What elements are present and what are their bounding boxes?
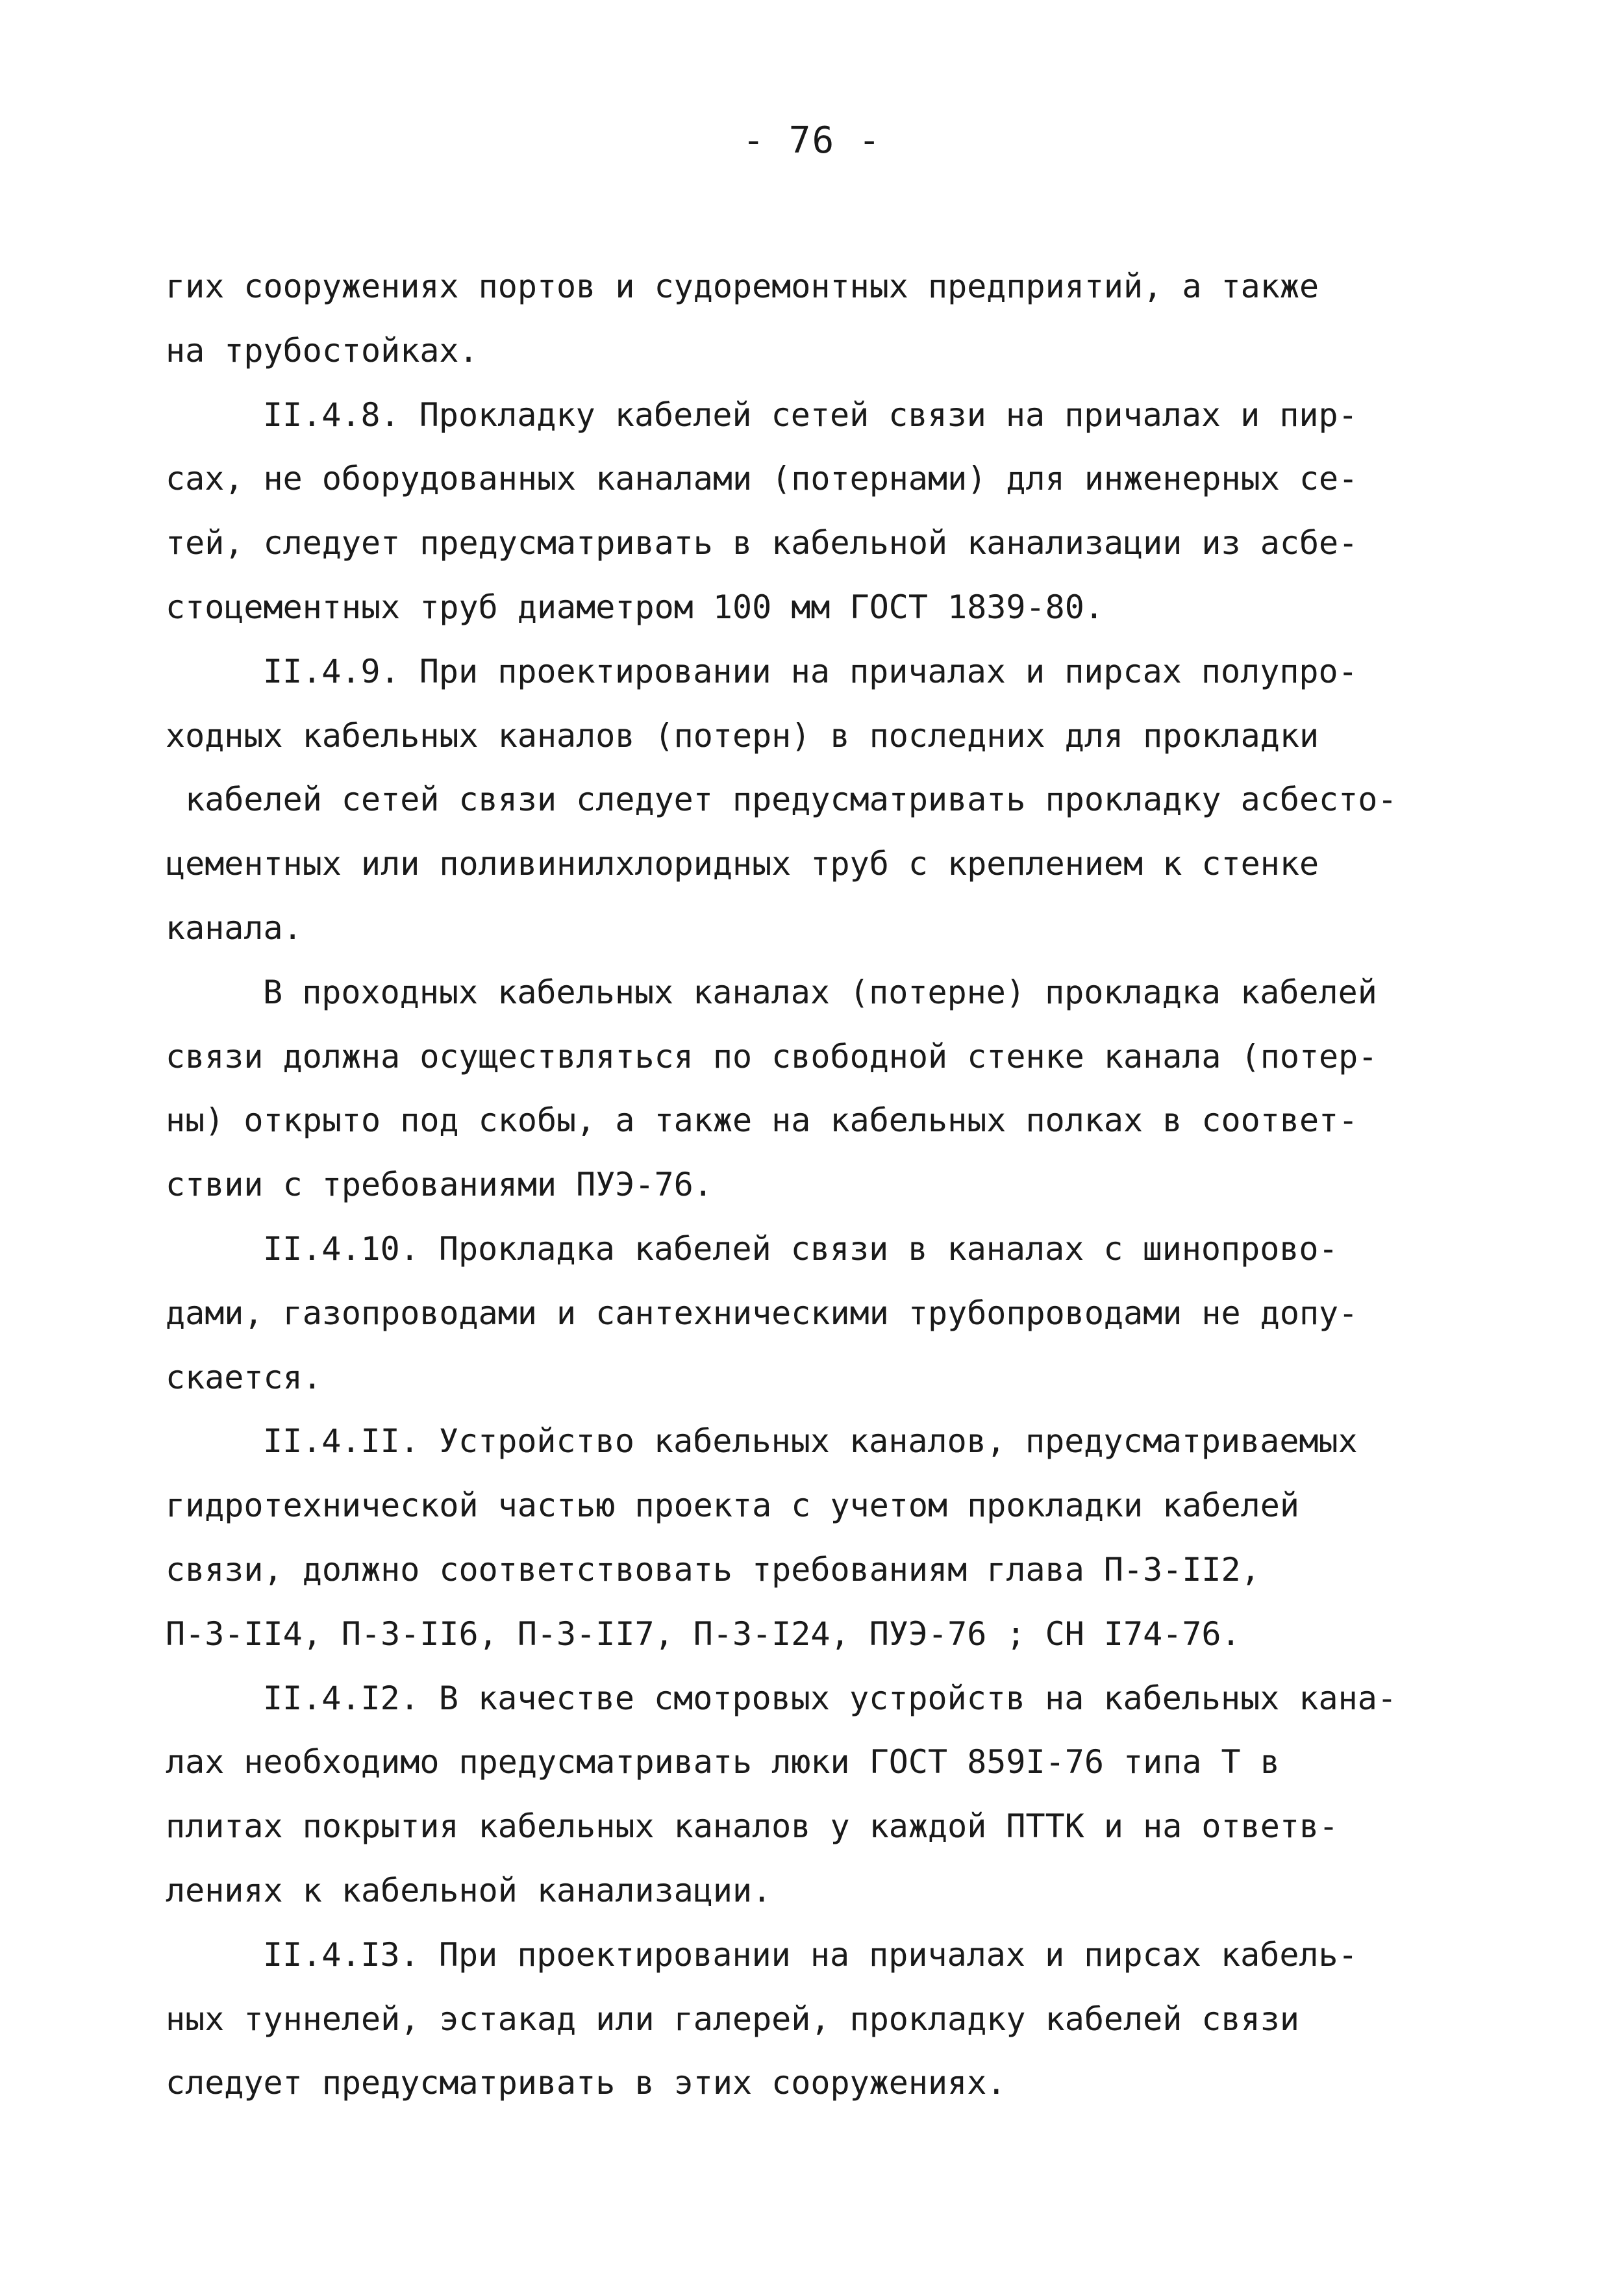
page-number: - 76 - [742,119,882,162]
text-line: гидротехнической частью проекта с учетом прокладки кабелей [166,1487,1299,1525]
paragraph-start: II.4.9. При проектировании на причалах и пирсах полупро- [263,652,1358,690]
text-line: дами, газопроводами и сантехническими трубопроводами не допу- [166,1294,1358,1332]
text-line: скается. [166,1358,322,1396]
text-line: тей, следует предусматривать в кабельной канализации из асбе- [166,524,1358,562]
text-line: ствии с требованиями ПУЭ-76. [166,1166,713,1204]
text-line: ны) открыто под скобы, а также на кабельных полках в соответ- [166,1101,1358,1140]
paragraph-start: II.4.10. Прокладка кабелей связи в каналах с шинопрово- [263,1229,1338,1268]
text-line: следует предусматривать в этих сооружениях. [166,2064,1006,2102]
text-line: ходных кабельных каналов (потерн) в последних для прокладки [166,716,1319,755]
text-line: гих сооружениях портов и судоремонтных предприятий, а также [166,268,1319,305]
text-line: связи должна осуществляться по свободной стенке канала (потер- [166,1037,1378,1075]
text-line: ных туннелей, эстакад или галерей, прокладку кабелей связи [166,2000,1299,2038]
text-line: на трубостойках. [166,331,479,370]
text-line: П-3-II4, П-3-II6, П-3-II7, П-3-I24, ПУЭ-76 ; СН I74-76. [166,1615,1241,1653]
text-line: связи, должно соответствовать требованиям глава П-3-II2, [166,1550,1260,1589]
paragraph-start: II.4.8. Прокладку кабелей сетей связи на причалах и пир- [263,396,1358,434]
text-line: плитах покрытия кабельных каналов у каждой ПТТК и на ответв- [166,1807,1339,1846]
text-line: кабелей сетей связи следует предусматривать прокладку асбесто- [166,781,1397,819]
paragraph-start: В проходных кабельных каналах (потерне) прокладка кабелей [263,973,1377,1011]
text-line: канала. [166,909,303,947]
text-line: цементных или поливинилхлоридных труб с креплением к стенке [166,845,1319,883]
text-line: лах необходимо предусматривать люки ГОСТ 859I-76 типа Т в [166,1743,1280,1781]
text-line: стоцементных труб диаметром 100 мм ГОСТ 1839-80. [166,588,1104,626]
text-line: сах, не оборудованных каналами (потернами) для инженерных се- [166,460,1358,498]
body-text [166,255,1458,2115]
paragraph-start: II.4.I2. В качестве смотровых устройств на кабельных кана- [263,1679,1397,1717]
paragraph-start: II.4.I3. При проектировании на причалах и пирсах кабель- [263,1935,1358,1974]
text-line: лениях к кабельной канализации. [166,1871,772,1909]
paragraph-start: II.4.II. Устройство кабельных каналов, предусматриваемых [263,1422,1358,1461]
